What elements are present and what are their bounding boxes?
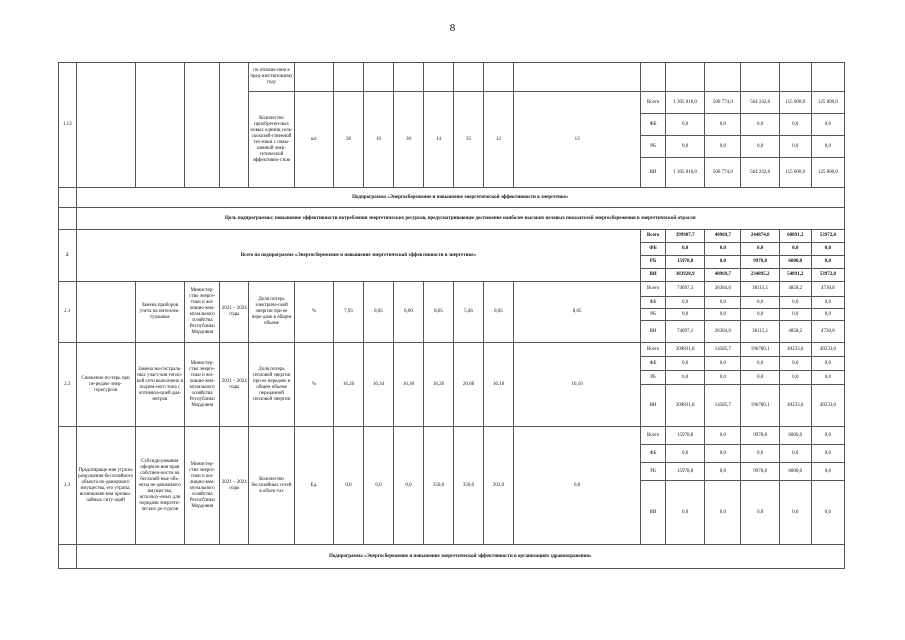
- years-cell: 2021 – 2024 годы: [220, 343, 249, 427]
- row-num: 2.1: [59, 282, 77, 343]
- unit-cell: %: [294, 343, 333, 427]
- table-row: [59, 63, 845, 92]
- executor-cell: Министер-ство энерге-тики и жи-лищно-ком-мунального хозяйства Республики Мордовия: [185, 343, 220, 427]
- task-cell: Предотвраще-ния угрозы разрушения бесхозяйного объекта не-движимого имущества, его утраты, возникнове-ния чрезвы-чайных ситу-аций: [76, 427, 135, 545]
- event-cell: Замена приборов учета на интеллек-туальные: [135, 282, 185, 343]
- task-cell: Снижение по-терь при пе-редаче энер-горесурсов: [76, 343, 135, 427]
- event-cell: Замена ма-гистраль-ных участ-ков тепло-вой сети выполнено в подзем-ного типа с оптимиза-цией диа-метров: [135, 343, 185, 427]
- row-num: 2: [59, 230, 77, 282]
- row-num: 2.3: [59, 427, 77, 545]
- page-number: 8: [449, 22, 456, 34]
- indicator-cell: Количество бесхозяйных сетей в объек-тах: [249, 427, 295, 545]
- unit-cell: шт: [294, 92, 333, 188]
- indicator-cell: Количество приобретен-ных новых единиц сель-скохозяй-ственной тех-ники с повы-шенной энер-гетической эффективно-стью: [249, 92, 295, 188]
- row-num: 2.2: [59, 343, 77, 427]
- executor-cell: Министер-ство энерге-тики и жи-лищно-ком-мунального хозяйства Республики Мордовия: [185, 427, 220, 545]
- program-table: 1.13 по отноше-нию к пред-шествующему году Количество приобретен-ных новых единиц сель-скохозяй-ственной тех-ники с повы-шенной энер-гетической эффективно-стью шт 28 10 30 14 35 12 13 Всего 1 305 016,0 500 774,0 564 242,0 115 000,0 125 000,0 ФБ 0,0 0,0 0,0 0,0 0,0 РБ 0,0 0,0 0,0 0,0 0,0 ВИ 1 305 016,0 500 774,0 564 242,0 115 000,0 125 000,0 Подпрограмма «Энергосбережение и повышение энергетической эффективности в энергетике» Цель подпрограммы: повышение эффективности потребления энергетических ресурсов, предусматривающее достижение наиболее высоких целевых показателей энергосбережения в энергетической отрасли 2 Всего по подпрограмме «Энергосбережение и повышение энергетической эффективности в энергетике» Всего 399907,7 40969,7 244874,0 60891,2 53972,8 ФБ 0,0 0,0 0,0 0,0 0,0 РБ 15978,8 0,0 9978,8 6000,0 0,0 ВИ 383928,9 40969,7 234895,2 54891,2 53972,8 2.1 Замена приборов учета на интеллек-туальные Министер-ство энерге-тики и жи-лищно-ком-мунального хозяйства Республики Мордовия 2021 – 2024 годы Доля потерь электриче-ской энергии при ее пере-даче в общем объеме % 7,95 8,05 8,00 8,05 5,46 8,05 8,05 Всего 74097,3 26384,0 38115,1 4858,2 4730,8 ФБ 0,0 0,0 0,0 0,0 0,0 РБ 0,0 0,0 0,0 0,0 0,0 ВИ 74097,1 26384,0 38115,1 4858,2 4730,8 2.2 Снижение по-терь при пе-редаче энер-горесурсов Замена ма-гистраль-ных участ-ков тепло-вой сети выполнено в подзем-ного типа с оптимиза-цией диа-метров Министер-ство энерге-тики и жи-лищно-ком-мунального хозяйства Республики Мордовия 2021 – 2024 годы Доля потерь тепловой энергии при ее передаче в общем объеме переданной тепловой энергии % 16,26 16,34 16,30 16,26 20,68 16,18 16,10 Всего 309831,8 14585,7 196780,1 49233,0 49233,0 ФБ 0,0 0,0 0,0 0,0 0,0 РБ 0,0 0,0 0,0 0,0 0,0 ВИ 309831,8 14585,7 196780,1 49233,0 49233,0 2.3 Предотвраще-ния угрозы разрушения бесхозяйного объекта не-движимого имущества, его утраты, возникнове-ния чрезвы-чайных ситу-аций Субсиди-рования оформле-ния прав собствен-ности на бесхозяй-ные объ-екты не-движимого имущества, использу-емых для передачи энергети-ческих ре-сурсов Министер-ство энерге-тики и жи-лищно-ком-мунального хозяйства Республики Мордовия 2021 – 2024 годы Количество бесхозяйных сетей в объек-тах Ед. 0,0 0,0 0,0 350,0 350,0 202,0 0,0 Всего 15978,8 0,0 9978,8 6000,0 0,0 ФБ 0,0 0,0 0,0 0,0 0,0 РБ 15978,8 0,0 9978,8 6000,0 0,0 ВИ 0,0 0,0 0,0 0,0 0,0 Подпрограмма «Энергосбережение и повышение энергетической эффективности в организациях здравоохранения»: [58, 62, 845, 569]
- unit-cell: Ед.: [294, 427, 333, 545]
- unit-cell: %: [294, 282, 333, 343]
- indicator-cell: Доля потерь тепловой энергии при ее передаче в общем объеме переданной тепловой энергии: [249, 343, 295, 427]
- years-cell: 2021 – 2024 годы: [220, 427, 249, 545]
- indicator-cell: Доля потерь электриче-ской энергии при ее пере-даче в общем объеме: [249, 282, 295, 343]
- executor-cell: Министер-ство энерге-тики и жи-лищно-ком-мунального хозяйства Республики Мордовия: [185, 282, 220, 343]
- subprogram-total-label: Всего по подпрограмме «Энергосбережение и повышение энергетической эффективности в энергетике»: [76, 230, 641, 282]
- subprogram-title: Подпрограмма «Энергосбережение и повышение энергетической эффективности в энергетике»: [76, 188, 844, 208]
- row-num: 1.13: [59, 63, 77, 188]
- years-cell: 2021 – 2024 годы: [220, 282, 249, 343]
- subprogram-goal: Цель подпрограммы: повышение эффективности потребления энергетических ресурсов, предусматривающее достижение наиболее высоких целевых показателей энергосбережения в энергетической отрасли: [76, 208, 844, 230]
- event-cell: Субсиди-рования оформле-ния прав собствен-ности на бесхозяй-ные объ-екты не-движимого имущества, использу-емых для передачи энергети-ческих ре-сурсов: [135, 427, 185, 545]
- indicator-cell: по отноше-нию к пред-шествующему году: [249, 63, 295, 92]
- subprogram-title: Подпрограмма «Энергосбережение и повышение энергетической эффективности в организациях здравоохранения»: [76, 545, 844, 569]
